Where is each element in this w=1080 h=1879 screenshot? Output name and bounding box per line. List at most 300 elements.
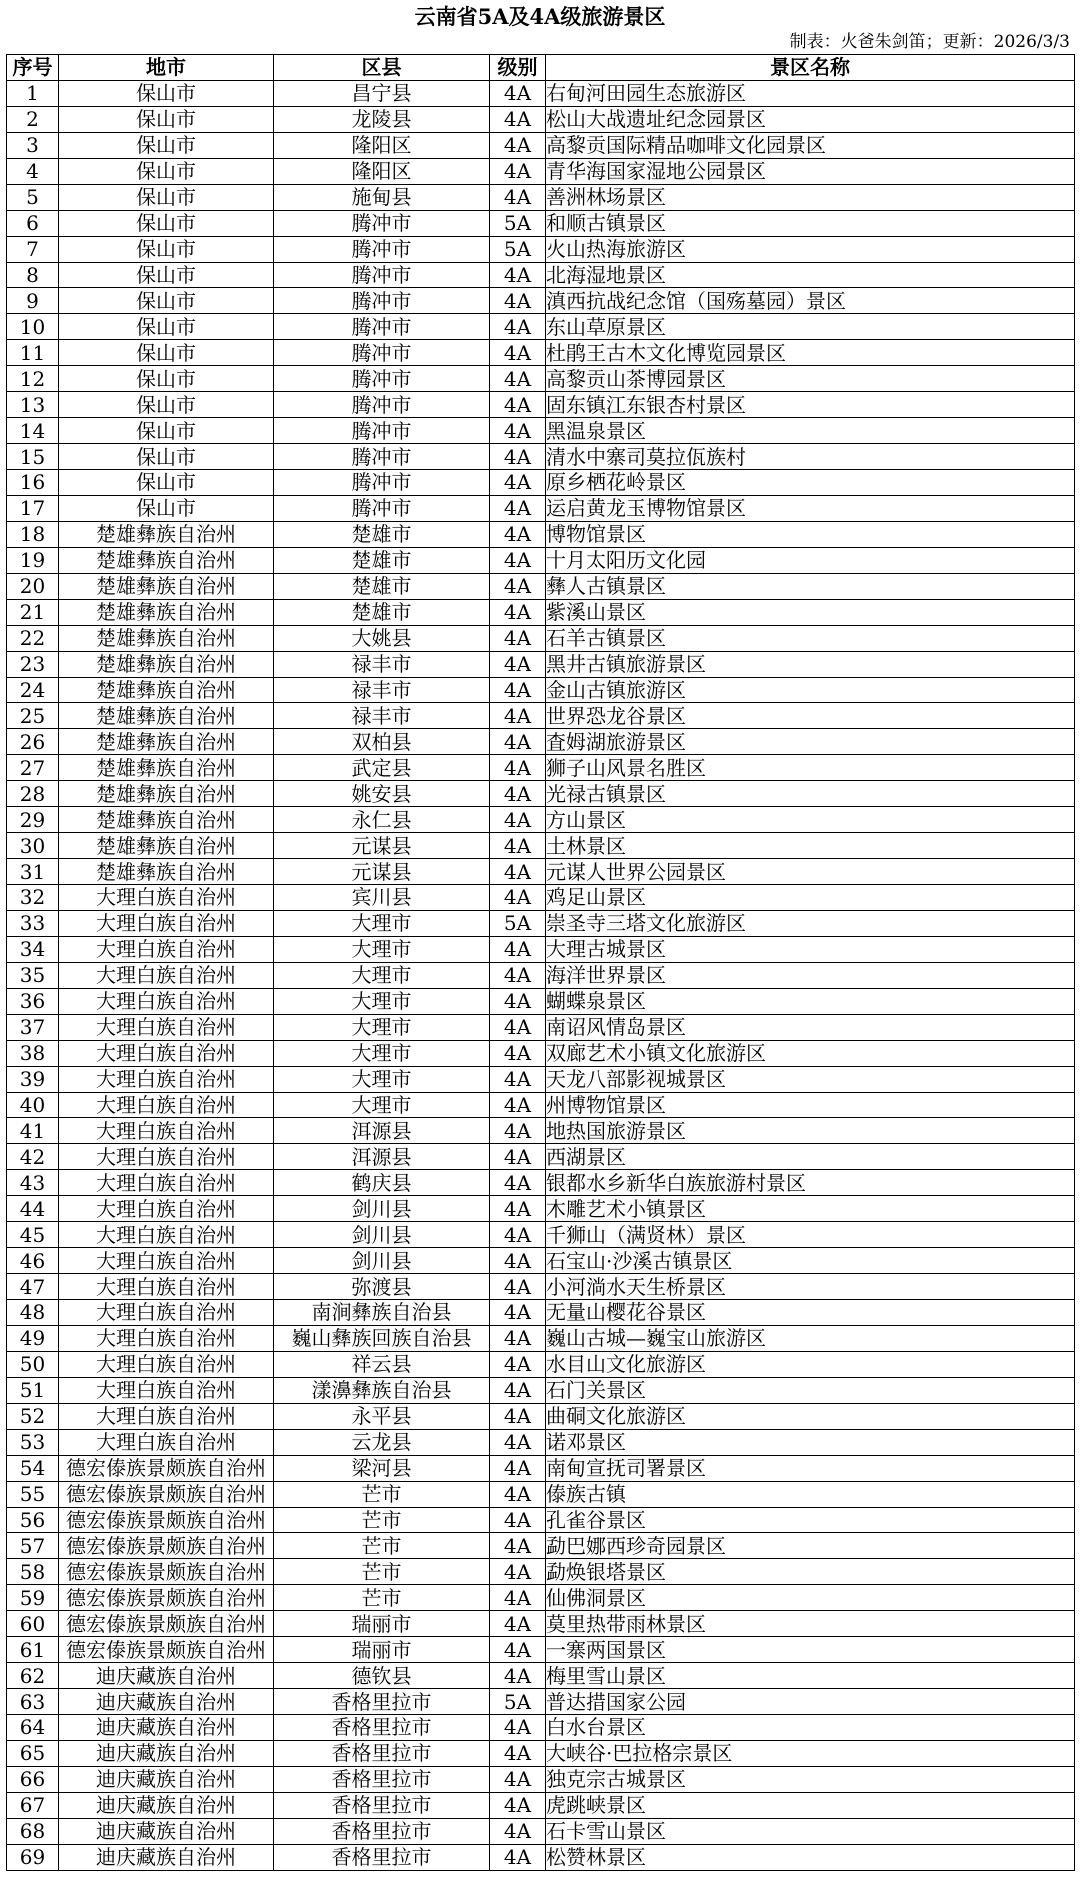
level-cell: 4A — [490, 1818, 546, 1844]
row-number: 48 — [7, 1300, 59, 1326]
city-cell: 大理白族自治州 — [59, 936, 274, 962]
city-cell: 迪庆藏族自治州 — [59, 1663, 274, 1689]
county-cell: 大理市 — [274, 1014, 490, 1040]
row-number: 20 — [7, 573, 59, 599]
table-title: 云南省5A及4A级旅游景区 — [414, 4, 666, 29]
city-cell: 保山市 — [59, 470, 274, 496]
level-cell: 4A — [490, 1325, 546, 1351]
county-cell: 香格里拉市 — [274, 1818, 490, 1844]
scenic-name-cell: 黑井古镇旅游景区 — [546, 651, 1075, 677]
table-row — [7, 1300, 1075, 1326]
row-number: 12 — [7, 366, 59, 392]
county-cell: 楚雄市 — [274, 573, 490, 599]
city-cell: 大理白族自治州 — [59, 1014, 274, 1040]
scenic-name-cell: 西湖景区 — [546, 1144, 1075, 1170]
county-cell: 永平县 — [274, 1403, 490, 1429]
row-number: 42 — [7, 1144, 59, 1170]
row-number: 32 — [7, 885, 59, 911]
scenic-name-cell: 地热国旅游景区 — [546, 1118, 1075, 1144]
city-cell: 大理白族自治州 — [59, 1092, 274, 1118]
city-cell: 大理白族自治州 — [59, 962, 274, 988]
scenic-name-cell: 十月太阳历文化园 — [546, 547, 1075, 573]
city-cell: 楚雄彝族自治州 — [59, 703, 274, 729]
level-cell: 4A — [490, 755, 546, 781]
table-row — [7, 1118, 1075, 1144]
table-row — [7, 236, 1075, 262]
county-cell: 香格里拉市 — [274, 1689, 490, 1715]
level-cell: 4A — [490, 1066, 546, 1092]
city-cell: 保山市 — [59, 495, 274, 521]
level-cell: 4A — [490, 80, 546, 106]
scenic-name-cell: 蝴蝶泉景区 — [546, 988, 1075, 1014]
row-number: 61 — [7, 1637, 59, 1663]
scenic-name-cell: 孔雀谷景区 — [546, 1507, 1075, 1533]
county-cell: 禄丰市 — [274, 651, 490, 677]
table-row — [7, 184, 1075, 210]
scenic-name-cell: 诺邓景区 — [546, 1429, 1075, 1455]
table-row — [7, 1092, 1075, 1118]
city-cell: 大理白族自治州 — [59, 1351, 274, 1377]
table-row — [7, 1740, 1075, 1766]
level-cell: 4A — [490, 1637, 546, 1663]
level-cell: 4A — [490, 677, 546, 703]
row-number: 16 — [7, 470, 59, 496]
scenic-name-cell: 石门关景区 — [546, 1377, 1075, 1403]
scenic-name-cell: 白水台景区 — [546, 1715, 1075, 1741]
city-cell: 楚雄彝族自治州 — [59, 833, 274, 859]
table-row — [7, 1792, 1075, 1818]
row-number: 68 — [7, 1818, 59, 1844]
row-number: 66 — [7, 1766, 59, 1792]
row-number: 8 — [7, 262, 59, 288]
city-cell: 楚雄彝族自治州 — [59, 755, 274, 781]
scenic-name-cell: 火山热海旅游区 — [546, 236, 1075, 262]
level-cell: 4A — [490, 703, 546, 729]
table-row — [7, 1481, 1075, 1507]
level-cell: 4A — [490, 1040, 546, 1066]
city-cell: 保山市 — [59, 184, 274, 210]
row-number: 34 — [7, 936, 59, 962]
scenic-name-cell: 石宝山·沙溪古镇景区 — [546, 1248, 1075, 1274]
table-row — [7, 1403, 1075, 1429]
city-cell: 保山市 — [59, 210, 274, 236]
level-cell: 4A — [490, 988, 546, 1014]
row-number: 43 — [7, 1170, 59, 1196]
table-row — [7, 859, 1075, 885]
city-cell: 保山市 — [59, 132, 274, 158]
county-cell: 施甸县 — [274, 184, 490, 210]
county-cell: 大姚县 — [274, 625, 490, 651]
county-cell: 芒市 — [274, 1481, 490, 1507]
row-number: 31 — [7, 859, 59, 885]
row-number: 19 — [7, 547, 59, 573]
table-row — [7, 988, 1075, 1014]
row-number: 52 — [7, 1403, 59, 1429]
row-number: 56 — [7, 1507, 59, 1533]
scenic-name-cell: 梅里雪山景区 — [546, 1663, 1075, 1689]
scenic-name-cell: 傣族古镇 — [546, 1481, 1075, 1507]
county-cell: 楚雄市 — [274, 547, 490, 573]
row-number: 60 — [7, 1611, 59, 1637]
row-number: 53 — [7, 1429, 59, 1455]
county-cell: 大理市 — [274, 988, 490, 1014]
row-number: 11 — [7, 340, 59, 366]
level-cell: 4A — [490, 1481, 546, 1507]
row-number: 33 — [7, 910, 59, 936]
table-row — [7, 1559, 1075, 1585]
row-number: 15 — [7, 444, 59, 470]
level-cell: 4A — [490, 314, 546, 340]
table-row — [7, 1377, 1075, 1403]
city-cell: 大理白族自治州 — [59, 885, 274, 911]
level-cell: 4A — [490, 521, 546, 547]
level-cell: 4A — [490, 1663, 546, 1689]
row-number: 64 — [7, 1715, 59, 1741]
row-number: 63 — [7, 1689, 59, 1715]
city-cell: 楚雄彝族自治州 — [59, 677, 274, 703]
county-cell: 芒市 — [274, 1585, 490, 1611]
city-cell: 迪庆藏族自治州 — [59, 1766, 274, 1792]
level-cell: 4A — [490, 625, 546, 651]
col-header-county: 区县 — [274, 55, 490, 81]
scenic-area-table — [6, 54, 1075, 1871]
row-number: 39 — [7, 1066, 59, 1092]
scenic-name-cell: 彝人古镇景区 — [546, 573, 1075, 599]
row-number: 26 — [7, 729, 59, 755]
city-cell: 保山市 — [59, 106, 274, 132]
scenic-name-cell: 方山景区 — [546, 807, 1075, 833]
county-cell: 腾冲市 — [274, 236, 490, 262]
table-row — [7, 1429, 1075, 1455]
scenic-name-cell: 东山草原景区 — [546, 314, 1075, 340]
city-cell: 楚雄彝族自治州 — [59, 781, 274, 807]
level-cell: 4A — [490, 340, 546, 366]
county-cell: 腾冲市 — [274, 418, 490, 444]
table-row — [7, 210, 1075, 236]
city-cell: 迪庆藏族自治州 — [59, 1689, 274, 1715]
level-cell: 4A — [490, 1792, 546, 1818]
city-cell: 德宏傣族景颇族自治州 — [59, 1533, 274, 1559]
table-row — [7, 158, 1075, 184]
row-number: 59 — [7, 1585, 59, 1611]
county-cell: 腾冲市 — [274, 210, 490, 236]
county-cell: 腾冲市 — [274, 444, 490, 470]
county-cell: 芒市 — [274, 1507, 490, 1533]
scenic-name-cell: 虎跳峡景区 — [546, 1792, 1075, 1818]
row-number: 17 — [7, 495, 59, 521]
row-number: 5 — [7, 184, 59, 210]
level-cell: 4A — [490, 444, 546, 470]
county-cell: 腾冲市 — [274, 392, 490, 418]
level-cell: 4A — [490, 1222, 546, 1248]
author-update-info: 制表：火爸朱剑笛；更新：2026/3/3 — [789, 32, 1070, 52]
scenic-name-cell: 右甸河田园生态旅游区 — [546, 80, 1075, 106]
county-cell: 双柏县 — [274, 729, 490, 755]
row-number: 36 — [7, 988, 59, 1014]
city-cell: 大理白族自治州 — [59, 1144, 274, 1170]
row-number: 51 — [7, 1377, 59, 1403]
table-row — [7, 910, 1075, 936]
city-cell: 保山市 — [59, 262, 274, 288]
county-cell: 巍山彝族回族自治县 — [274, 1325, 490, 1351]
level-cell: 4A — [490, 1377, 546, 1403]
city-cell: 大理白族自治州 — [59, 1066, 274, 1092]
city-cell: 楚雄彝族自治州 — [59, 547, 274, 573]
table-row — [7, 1818, 1075, 1844]
county-cell: 腾冲市 — [274, 288, 490, 314]
table-row — [7, 1766, 1075, 1792]
county-cell: 腾冲市 — [274, 340, 490, 366]
row-number: 65 — [7, 1740, 59, 1766]
row-number: 62 — [7, 1663, 59, 1689]
table-row — [7, 262, 1075, 288]
row-number: 44 — [7, 1196, 59, 1222]
table-row — [7, 703, 1075, 729]
city-cell: 迪庆藏族自治州 — [59, 1792, 274, 1818]
scenic-name-cell: 千狮山（满贤林）景区 — [546, 1222, 1075, 1248]
scenic-name-cell: 独克宗古城景区 — [546, 1766, 1075, 1792]
table-row — [7, 495, 1075, 521]
level-cell: 4A — [490, 132, 546, 158]
city-cell: 大理白族自治州 — [59, 1040, 274, 1066]
scenic-name-cell: 松赞林景区 — [546, 1844, 1075, 1870]
scenic-name-cell: 杜鹃王古木文化博览园景区 — [546, 340, 1075, 366]
row-number: 47 — [7, 1274, 59, 1300]
level-cell: 4A — [490, 1144, 546, 1170]
scenic-name-cell: 石羊古镇景区 — [546, 625, 1075, 651]
table-row — [7, 599, 1075, 625]
scenic-name-cell: 清水中寨司莫拉佤族村 — [546, 444, 1075, 470]
scenic-name-cell: 双廊艺术小镇文化旅游区 — [546, 1040, 1075, 1066]
county-cell: 昌宁县 — [274, 80, 490, 106]
scenic-name-cell: 运启黄龙玉博物馆景区 — [546, 495, 1075, 521]
county-cell: 大理市 — [274, 936, 490, 962]
table-row — [7, 625, 1075, 651]
row-number: 37 — [7, 1014, 59, 1040]
level-cell: 4A — [490, 470, 546, 496]
county-cell: 大理市 — [274, 962, 490, 988]
city-cell: 德宏傣族景颇族自治州 — [59, 1455, 274, 1481]
county-cell: 禄丰市 — [274, 703, 490, 729]
city-cell: 楚雄彝族自治州 — [59, 625, 274, 651]
level-cell: 4A — [490, 885, 546, 911]
city-cell: 保山市 — [59, 314, 274, 340]
scenic-name-cell: 无量山樱花谷景区 — [546, 1300, 1075, 1326]
header-row — [7, 55, 1075, 81]
city-cell: 德宏傣族景颇族自治州 — [59, 1637, 274, 1663]
scenic-name-cell: 崇圣寺三塔文化旅游区 — [546, 910, 1075, 936]
scenic-name-cell: 原乡栖花岭景区 — [546, 470, 1075, 496]
county-cell: 腾冲市 — [274, 495, 490, 521]
city-cell: 楚雄彝族自治州 — [59, 651, 274, 677]
scenic-name-cell: 天龙八部影视城景区 — [546, 1066, 1075, 1092]
table-row — [7, 1066, 1075, 1092]
level-cell: 4A — [490, 1611, 546, 1637]
row-number: 55 — [7, 1481, 59, 1507]
city-cell: 大理白族自治州 — [59, 1325, 274, 1351]
city-cell: 大理白族自治州 — [59, 988, 274, 1014]
county-cell: 香格里拉市 — [274, 1715, 490, 1741]
county-cell: 南涧彝族自治县 — [274, 1300, 490, 1326]
table-row — [7, 1170, 1075, 1196]
city-cell: 楚雄彝族自治州 — [59, 807, 274, 833]
county-cell: 大理市 — [274, 910, 490, 936]
level-cell: 4A — [490, 1274, 546, 1300]
table-row — [7, 962, 1075, 988]
city-cell: 保山市 — [59, 418, 274, 444]
row-number: 21 — [7, 599, 59, 625]
level-cell: 4A — [490, 781, 546, 807]
level-cell: 4A — [490, 859, 546, 885]
table-row — [7, 1455, 1075, 1481]
row-number: 30 — [7, 833, 59, 859]
county-cell: 姚安县 — [274, 781, 490, 807]
county-cell: 漾濞彝族自治县 — [274, 1377, 490, 1403]
scenic-name-cell: 木雕艺术小镇景区 — [546, 1196, 1075, 1222]
table-row — [7, 1325, 1075, 1351]
row-number: 1 — [7, 80, 59, 106]
row-number: 40 — [7, 1092, 59, 1118]
level-cell: 4A — [490, 1740, 546, 1766]
table-row — [7, 80, 1075, 106]
county-cell: 腾冲市 — [274, 470, 490, 496]
county-cell: 洱源县 — [274, 1144, 490, 1170]
row-number: 7 — [7, 236, 59, 262]
level-cell: 4A — [490, 495, 546, 521]
row-number: 28 — [7, 781, 59, 807]
level-cell: 4A — [490, 1196, 546, 1222]
table-row — [7, 1144, 1075, 1170]
level-cell: 4A — [490, 833, 546, 859]
level-cell: 4A — [490, 184, 546, 210]
county-cell: 元谋县 — [274, 833, 490, 859]
county-cell: 永仁县 — [274, 807, 490, 833]
table-row — [7, 547, 1075, 573]
row-number: 2 — [7, 106, 59, 132]
city-cell: 德宏傣族景颇族自治州 — [59, 1507, 274, 1533]
level-cell: 4A — [490, 1300, 546, 1326]
county-cell: 宾川县 — [274, 885, 490, 911]
table-row — [7, 1196, 1075, 1222]
city-cell: 大理白族自治州 — [59, 1377, 274, 1403]
row-number: 6 — [7, 210, 59, 236]
city-cell: 德宏傣族景颇族自治州 — [59, 1559, 274, 1585]
county-cell: 德钦县 — [274, 1663, 490, 1689]
row-number: 69 — [7, 1844, 59, 1870]
county-cell: 香格里拉市 — [274, 1766, 490, 1792]
row-number: 41 — [7, 1118, 59, 1144]
scenic-name-cell: 南诏风情岛景区 — [546, 1014, 1075, 1040]
county-cell: 瑞丽市 — [274, 1637, 490, 1663]
row-number: 57 — [7, 1533, 59, 1559]
col-header-city: 地市 — [59, 55, 274, 81]
county-cell: 大理市 — [274, 1040, 490, 1066]
table-row — [7, 573, 1075, 599]
city-cell: 楚雄彝族自治州 — [59, 859, 274, 885]
scenic-name-cell: 曲硐文化旅游区 — [546, 1403, 1075, 1429]
row-number: 50 — [7, 1351, 59, 1377]
scenic-name-cell: 紫溪山景区 — [546, 599, 1075, 625]
table-row — [7, 444, 1075, 470]
scenic-name-cell: 莫里热带雨林景区 — [546, 1611, 1075, 1637]
row-number: 13 — [7, 392, 59, 418]
scenic-name-cell: 金山古镇旅游区 — [546, 677, 1075, 703]
city-cell: 大理白族自治州 — [59, 1170, 274, 1196]
county-cell: 云龙县 — [274, 1429, 490, 1455]
level-cell: 4A — [490, 1092, 546, 1118]
level-cell: 4A — [490, 418, 546, 444]
county-cell: 芒市 — [274, 1533, 490, 1559]
city-cell: 保山市 — [59, 340, 274, 366]
row-number: 23 — [7, 651, 59, 677]
county-cell: 元谋县 — [274, 859, 490, 885]
row-number: 49 — [7, 1325, 59, 1351]
scenic-name-cell: 银都水乡新华白族旅游村景区 — [546, 1170, 1075, 1196]
city-cell: 迪庆藏族自治州 — [59, 1715, 274, 1741]
city-cell: 楚雄彝族自治州 — [59, 729, 274, 755]
city-cell: 楚雄彝族自治州 — [59, 573, 274, 599]
row-number: 14 — [7, 418, 59, 444]
table-row — [7, 288, 1075, 314]
table-row — [7, 729, 1075, 755]
city-cell: 德宏傣族景颇族自治州 — [59, 1611, 274, 1637]
table-row — [7, 1637, 1075, 1663]
level-cell: 4A — [490, 729, 546, 755]
level-cell: 4A — [490, 936, 546, 962]
county-cell: 香格里拉市 — [274, 1792, 490, 1818]
scenic-name-cell: 北海湿地景区 — [546, 262, 1075, 288]
level-cell: 4A — [490, 573, 546, 599]
scenic-name-cell: 博物馆景区 — [546, 521, 1075, 547]
table-row — [7, 1274, 1075, 1300]
level-cell: 4A — [490, 1170, 546, 1196]
row-number: 46 — [7, 1248, 59, 1274]
city-cell: 大理白族自治州 — [59, 1429, 274, 1455]
county-cell: 梁河县 — [274, 1455, 490, 1481]
level-cell: 4A — [490, 1585, 546, 1611]
level-cell: 4A — [490, 158, 546, 184]
row-number: 4 — [7, 158, 59, 184]
row-number: 35 — [7, 962, 59, 988]
row-number: 10 — [7, 314, 59, 340]
row-number: 22 — [7, 625, 59, 651]
level-cell: 4A — [490, 1014, 546, 1040]
table-row — [7, 833, 1075, 859]
level-cell: 4A — [490, 1766, 546, 1792]
county-cell: 腾冲市 — [274, 262, 490, 288]
city-cell: 楚雄彝族自治州 — [59, 521, 274, 547]
table-row — [7, 1585, 1075, 1611]
level-cell: 5A — [490, 236, 546, 262]
city-cell: 大理白族自治州 — [59, 910, 274, 936]
scenic-name-cell: 元谋人世界公园景区 — [546, 859, 1075, 885]
level-cell: 4A — [490, 807, 546, 833]
level-cell: 4A — [490, 1248, 546, 1274]
scenic-name-cell: 南甸宣抚司署景区 — [546, 1455, 1075, 1481]
city-cell: 大理白族自治州 — [59, 1248, 274, 1274]
scenic-name-cell: 海洋世界景区 — [546, 962, 1075, 988]
row-number: 9 — [7, 288, 59, 314]
table-row — [7, 366, 1075, 392]
county-cell: 剑川县 — [274, 1196, 490, 1222]
county-cell: 洱源县 — [274, 1118, 490, 1144]
level-cell: 5A — [490, 910, 546, 936]
row-number: 27 — [7, 755, 59, 781]
level-cell: 4A — [490, 1429, 546, 1455]
scenic-name-cell: 仙佛洞景区 — [546, 1585, 1075, 1611]
scenic-name-cell: 巍山古城—巍宝山旅游区 — [546, 1325, 1075, 1351]
county-cell: 大理市 — [274, 1092, 490, 1118]
